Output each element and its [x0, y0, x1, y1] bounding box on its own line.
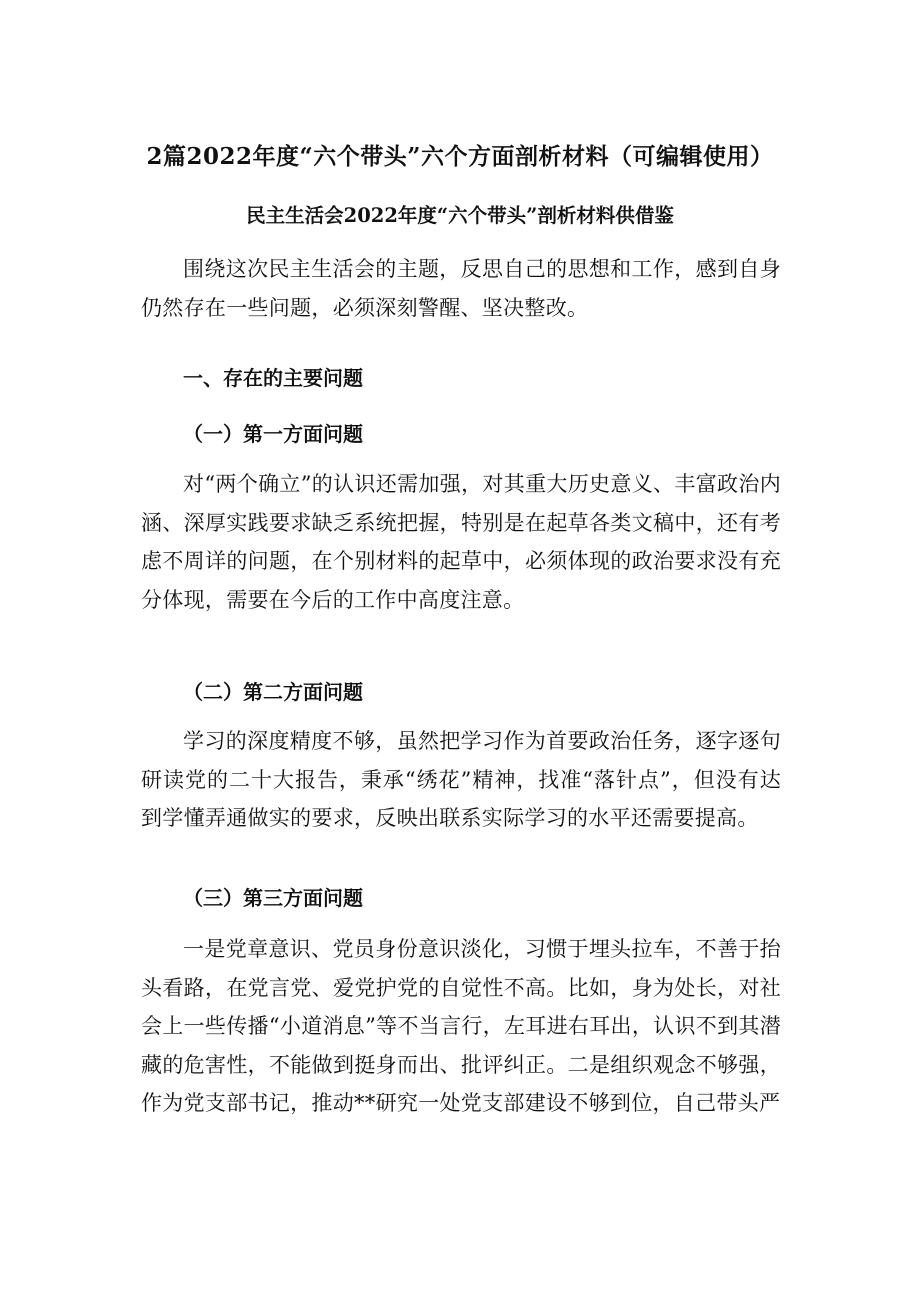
subsection-2-paragraph: 学习的深度精度不够，虽然把学习作为首要政治任务，逐字逐句研读党的二十大报告，秉承“绣花”精神，找准“落针点”，但没有达到学懂弄通做实的要求，反映出联系实际学习的水平还需要提高。: [141, 729, 781, 830]
subsection-heading-2: （二）第二方面问题: [183, 680, 363, 704]
document-subtitle: 民主生活会2022年度“六个带头”剖析材料供借鉴: [246, 204, 674, 227]
subsection-heading-1: （一）第一方面问题: [183, 422, 363, 446]
document-title: 2篇2022年度“六个带头”六个方面剖析材料（可编辑使用）: [146, 143, 774, 170]
subsection-heading-3: （三）第三方面问题: [183, 886, 363, 910]
intro-paragraph: 围绕这次民主生活会的主题，反思自己的思想和工作，感到自身仍然存在一些问题，必须深刻警醒、坚决整改。: [141, 257, 781, 320]
subsection-3-paragraph: 一是党章意识、党员身份意识淡化，习惯于埋头拉车，不善于抬头看路，在党言党、爱党护党的自觉性不高。比如，身为处长，对社会上一些传播“小道消息”等不当言行，左耳进右耳出，认识不到其潜藏的危害性，不能做到挺身而出、批评纠正。二是组织观念不够强，作为党支部书记，推动**研究一处党支部建设不够到位，自己带头严: [141, 937, 781, 1115]
subsection-1-paragraph: 对“两个确立”的认识还需加强，对其重大历史意义、丰富政治内涵、深厚实践要求缺乏系统把握，特别是在起草各类文稿中，还有考虑不周详的问题，在个别材料的起草中，必须体现的政治要求没有充分体现，需要在今后的工作中高度注意。: [141, 472, 781, 612]
section-heading-main-problems: 一、存在的主要问题: [183, 366, 363, 390]
